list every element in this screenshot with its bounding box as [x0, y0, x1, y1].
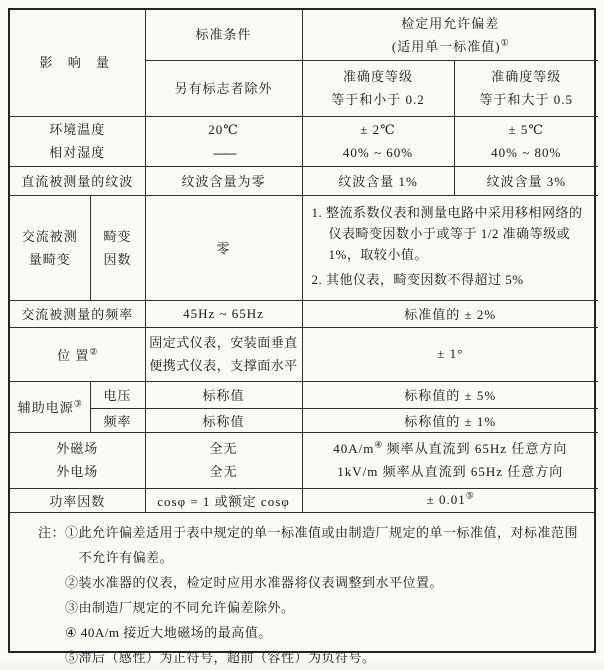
cell-distortion-deviation-rules — [302, 195, 598, 300]
footnote-2: ②装水准器的仪表，检定时应用水准器将仪表调整到水平位置。 — [65, 575, 444, 590]
temp-dev-low: ± 2℃ — [360, 122, 396, 137]
influence-quantity-label: 影 响 量 — [39, 55, 116, 71]
ext-magnetic-std: 全无 — [209, 441, 238, 456]
footnote-1: ①此允许偏差适用于表中规定的单一标准值或由制造厂规定的单一标准值，对标准范围不允许有偏差。 — [65, 525, 579, 565]
footnotes-prefix: 注： — [38, 525, 66, 540]
cell-ac-distortion-name — [10, 195, 90, 300]
ext-electric-dev: 1kV/m 频率从直流到 65Hz 任意方向 — [337, 464, 564, 479]
footnotes-list — [65, 520, 582, 670]
position-std-portable: 便携式仪表，支撑面水平 — [149, 358, 298, 373]
footnote-5: ⑤滞后（感性）为正符号，超前（容性）为负符号。 — [65, 650, 376, 665]
row-ac-frequency — [10, 300, 598, 327]
cell-temp-humidity-low — [302, 116, 454, 166]
humidity-dev-low: 40% ~ 60% — [342, 145, 414, 160]
humidity-dev-high: 40% ~ 80% — [491, 145, 562, 160]
aux-power-label: 辅助电源 — [17, 400, 74, 415]
cell-temp-humidity-name — [10, 116, 145, 166]
cell-std-cond-exception — [145, 60, 302, 116]
row-aux-power-voltage — [10, 381, 598, 408]
distortion-rule-1: 1. 整流系数仪表和测量电路中采用移相网络的仪表畸变因数小于或等于 1/2 准确等级或 1%，取较小值。 — [311, 204, 583, 262]
footnotes-section — [10, 512, 594, 670]
accuracy-low-line1: 准确度等级 — [343, 69, 414, 84]
cell-accuracy-class-high — [454, 60, 598, 116]
cell-temp-humidity-high — [454, 116, 598, 166]
position-std-fixed: 固定式仪表，安装面垂直 — [149, 335, 298, 350]
deviation-title-line1: 检定用允许偏差 — [401, 15, 500, 31]
aux-voltage-dev: 标称值的 ± 5% — [302, 381, 598, 408]
header-row-top — [10, 10, 598, 60]
footnotes-row — [38, 520, 582, 670]
cell-influence-quantity — [10, 10, 145, 116]
row-temperature-humidity — [10, 116, 598, 166]
accuracy-high-line1: 准确度等级 — [491, 69, 562, 84]
footnote-3: ③由制造厂规定的不同允许偏差除外。 — [65, 600, 295, 615]
ext-electric-std: 全无 — [209, 464, 238, 479]
ac-frequency-label: 交流被测量的频率 — [10, 300, 145, 327]
distortion-factor-line1: 畸变 — [103, 228, 132, 244]
position-dev: ± 1° — [302, 327, 598, 381]
row-power-factor — [10, 488, 598, 512]
ext-magnetic-dev-text: 频率从直流到 65Hz 任意方向 — [382, 441, 568, 456]
cell-temp-humidity-std — [145, 116, 302, 166]
cell-position-name — [10, 327, 145, 381]
power-factor-std: cosφ = 1 或额定 cosφ — [145, 488, 302, 512]
cell-ext-fields-std — [145, 432, 302, 488]
ext-electric-field-label: 外电场 — [56, 464, 99, 479]
ac-distortion-name-line2: 量畸变 — [28, 251, 71, 267]
cell-allowed-deviation-title — [302, 10, 598, 60]
cell-position-std — [145, 327, 302, 381]
note-ref-1: ① — [500, 37, 509, 48]
row-aux-power-frequency — [10, 408, 598, 432]
verification-conditions-table — [10, 10, 598, 512]
aux-frequency-dev: 标称值的 ± 1% — [302, 408, 598, 432]
note-ref-4: ④ — [374, 439, 383, 450]
temp-dev-high: ± 5℃ — [508, 122, 544, 137]
row-position — [10, 327, 598, 381]
footnote-4: ④ 40A/m 接近大地磁场的最高值。 — [65, 625, 272, 640]
cell-distortion-factor — [90, 195, 145, 300]
dc-ripple-dev-high: 纹波含量 3% — [454, 166, 598, 195]
accuracy-high-line2: 等于和大于 0.5 — [479, 92, 574, 107]
note-ref-2: ② — [89, 346, 98, 357]
row-external-fields — [10, 432, 598, 488]
aux-voltage-std: 标称值 — [145, 381, 302, 408]
ext-magnetic-dev — [307, 437, 595, 460]
power-factor-label: 功率因数 — [10, 488, 145, 512]
distortion-std-zero: 零 — [145, 195, 302, 300]
standard-conditions-label: 标准条件 — [195, 27, 252, 43]
relative-humidity-label: 相对湿度 — [49, 145, 106, 160]
cell-ext-fields-name — [10, 432, 145, 488]
cell-ext-fields-dev — [302, 432, 598, 488]
dc-ripple-label: 直流被测量的纹波 — [10, 166, 145, 195]
row-dc-ripple — [10, 166, 598, 195]
deviation-title-text: (适用单一标准值) — [391, 38, 501, 54]
dc-ripple-std: 纹波含量为零 — [145, 166, 302, 195]
cell-accuracy-class-low — [302, 60, 454, 116]
temp-std-value: 20℃ — [208, 122, 239, 137]
cell-power-factor-dev — [302, 488, 598, 512]
table-outer-frame — [8, 8, 596, 665]
ambient-temperature-label: 环境温度 — [49, 122, 106, 137]
row-ac-distortion — [10, 195, 598, 300]
position-label: 位 置 — [57, 347, 90, 363]
note-ref-5: ⑤ — [465, 490, 474, 501]
deviation-title-line2 — [307, 35, 595, 58]
std-cond-exception-label: 另有标志者除外 — [174, 80, 273, 96]
dc-ripple-dev-low: 纹波含量 1% — [302, 166, 454, 195]
note-ref-3: ③ — [73, 398, 82, 409]
cell-standard-conditions — [145, 10, 302, 60]
aux-frequency-std: 标称值 — [145, 408, 302, 432]
aux-voltage-label: 电压 — [90, 381, 145, 408]
ext-magnetic-field-label: 外磁场 — [56, 441, 99, 456]
ext-magnetic-dev-value: 40A/m — [333, 441, 375, 456]
power-factor-dev-value: ± 0.01 — [426, 492, 466, 508]
distortion-factor-line2: 因数 — [103, 251, 132, 267]
distortion-rule-2: 2. 其他仪表，畸变因数不得超过 5% — [311, 271, 524, 287]
aux-frequency-label: 频率 — [90, 408, 145, 432]
ac-frequency-std: 45Hz ~ 65Hz — [145, 300, 302, 327]
cell-aux-power-name — [10, 381, 90, 432]
ac-distortion-name-line1: 交流被测 — [21, 228, 78, 244]
ac-frequency-dev: 标准值的 ± 2% — [302, 300, 598, 327]
accuracy-low-line2: 等于和小于 0.2 — [331, 92, 425, 107]
humidity-std-dash: —— — [213, 145, 234, 160]
